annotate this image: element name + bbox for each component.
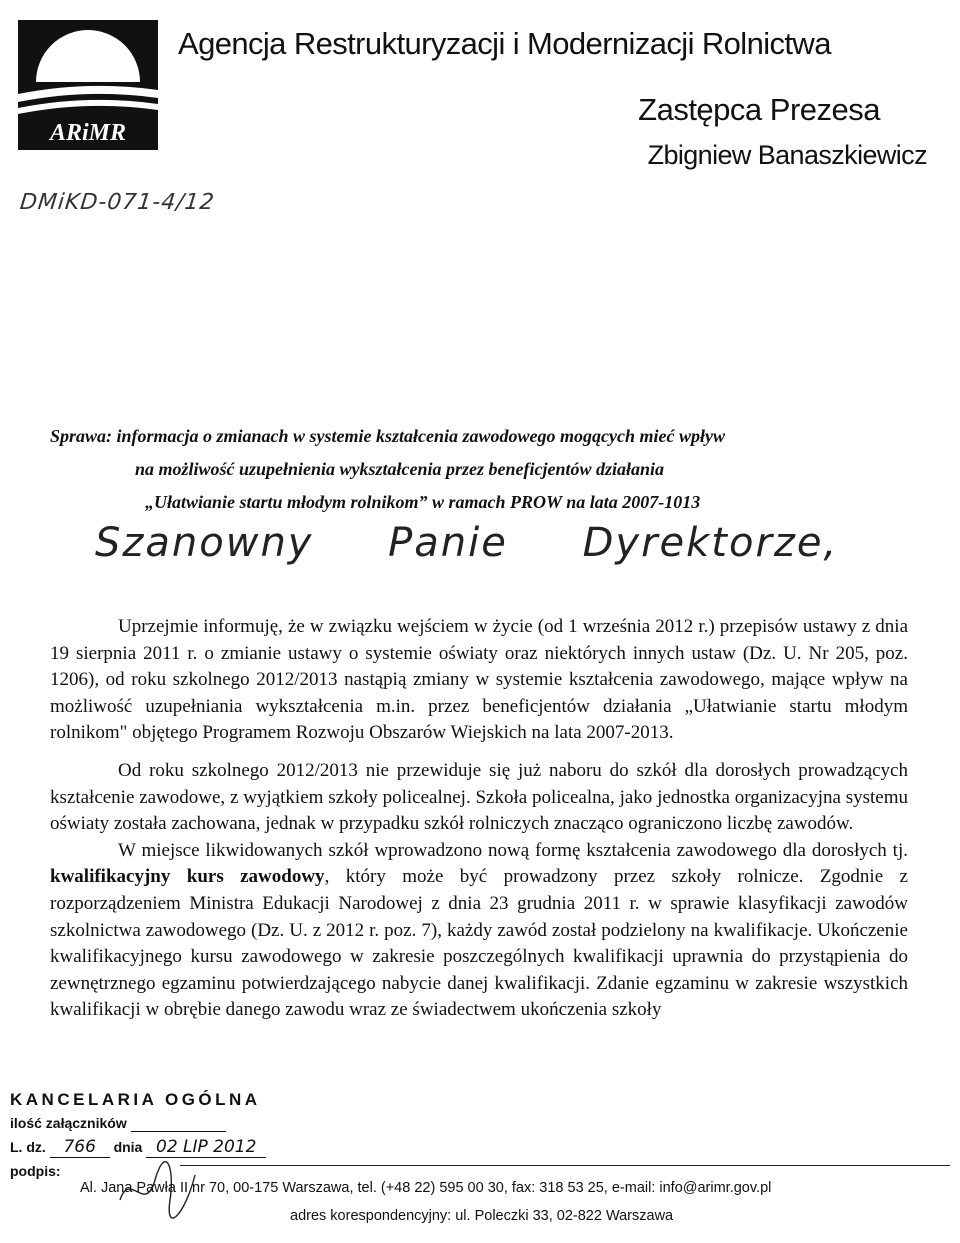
reference-number-handwritten: DMiKD-071-4/12 <box>18 190 217 215</box>
letter-body <box>50 614 908 1024</box>
agency-name: Agencja Restrukturyzacji i Modernizacji Rolnictwa <box>178 26 831 61</box>
stamp-attachments-line <box>131 1115 226 1132</box>
stamp-attachments <box>10 1115 266 1132</box>
stamp-signature-label: podpis: <box>10 1163 61 1179</box>
body-paragraph <box>50 838 908 1024</box>
subject-line: Sprawa: informacja o zmianach w systemie kształcenia zawodowego mogących mieć wpływ <box>50 426 725 446</box>
body-paragraph: Od roku szkolnego 2012/2013 nie przewiduje się już naboru do szkół dla dorosłych prowadzących kształcenie zawodowe, z wyjątkiem szkoły policealnej. Szkoła policealna, jako jednostka organizacyjna systemu oświaty została zachowana, jednak w przypadku szkół rolniczych znacząco ograniczono liczbę zawodów. <box>50 759 908 835</box>
stamp-register <box>10 1137 266 1158</box>
body-paragraph: Uprzejmie informuję, że w związku wejściem w życie (od 1 września 2012 r.) przepisów ustawy z dnia 19 sierpnia 2011 r. o zmianie ustawy o systemie oświaty oraz niektórych innych ustaw (Dz. U. Nr 205, poz. 1206), od roku szkolnego 2012/2013 nastąpią zmiany w systemie kształcenia zawodowego, mające wpływ na możliwość uzupełniania wykształcenia m.in. przez beneficjentów działania „Ułatwianie startu młodym rolnikom" objętego Programem Rozwoju Obszarów Wiejskich na lata 2007-2013. <box>50 616 908 744</box>
stamp-date-value: 02 LIP 2012 <box>146 1137 266 1158</box>
sender-name: Zbigniew Banaszkiewicz <box>647 140 927 170</box>
footer-divider <box>180 1165 950 1166</box>
sender-role: Zastępca Prezesa <box>638 92 880 127</box>
logo-text: ARiMR <box>49 120 127 146</box>
subject-line: na możliwość uzupełnienia wykształcenia przez beneficjentów działania <box>135 459 665 479</box>
stamp-attachments-label: ilość załączników <box>10 1115 127 1131</box>
arimr-logo <box>18 20 158 150</box>
subject-line: „Ułatwianie startu młodym rolnikom” w ramach PROW na lata 2007-1013 <box>145 492 701 512</box>
body-text: , który może być prowadzony przez szkoły rolnicze. Zgodnie z rozporządzeniem Ministra Edukacji Narodowej z dnia 23 grudnia 2011 r. w sprawie klasyfikacji zawodów szkolnictwa zawodowego (Dz. U. z 2012 r. poz. 7), każdy zawód został podzielony na kwalifikacje. Ukończenie kwalifikacyjnego kursu zawodowego w zakresie poszczególnych kwalifikacji uprawnia do przystąpienia do zewnętrznego egzaminu potwierdzającego nabycie danej kwalifikacji. Zdanie egzaminu w zakresie wszystkich kwalifikacji w obrębie danego zawodu wraz ze świadectwem ukończenia szkoły <box>50 866 908 1021</box>
stamp-ld-value: 766 <box>50 1137 110 1158</box>
stamp-ld-label: L. dz. <box>10 1139 46 1155</box>
body-text: W miejsce likwidowanych szkół wprowadzono nową formę kształcenia zawodowego dla dorosłych tj. <box>118 839 908 861</box>
stamp-title: KANCELARIA OGÓLNA <box>10 1090 261 1109</box>
salutation-handwritten: Szanowny Panie Dyrektorze, <box>95 520 839 566</box>
stamp-date-label: dnia <box>113 1139 143 1155</box>
footer-correspondence-address: adres korespondencyjny: ul. Poleczki 33, 02-822 Warszawa <box>290 1208 674 1224</box>
subject-block <box>50 420 920 519</box>
footer-address: Al. Jana Pawła II nr 70, 00-175 Warszawa, tel. (+48 22) 595 00 30, fax: 318 53 25, e-mail: info@arimr.gov.pl <box>80 1180 772 1196</box>
body-emphasis: kwalifikacyjny kurs zawodowy <box>50 866 325 888</box>
